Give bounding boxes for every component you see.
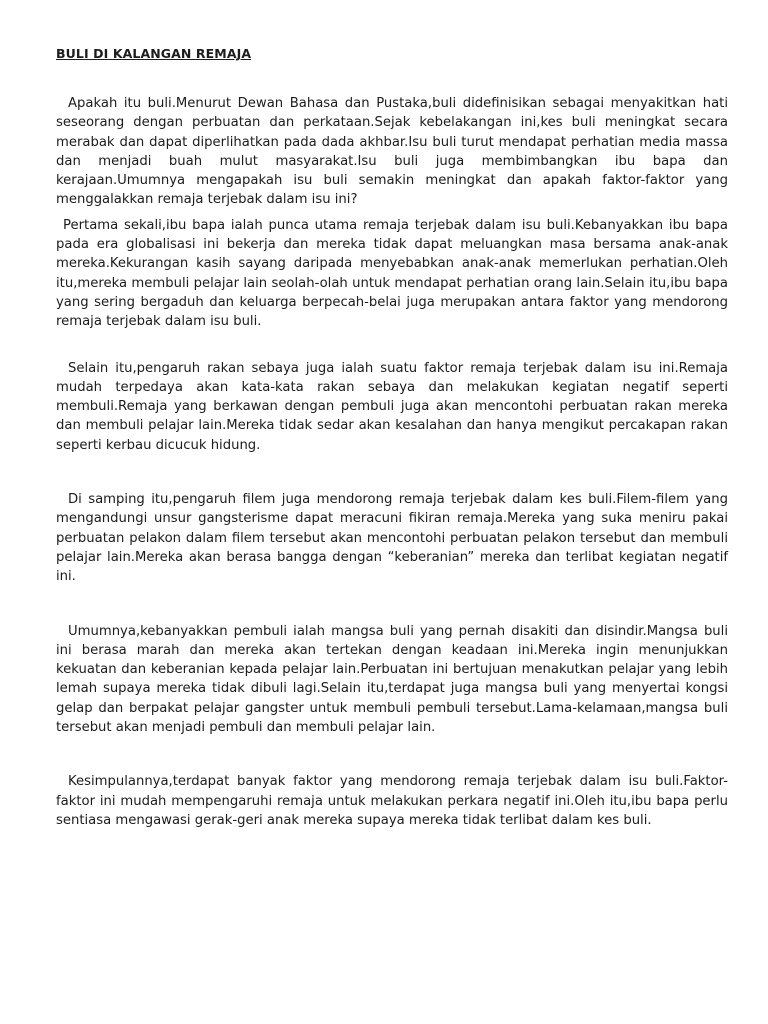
paragraph-conclusion: Kesimpulannya,terdapat banyak faktor yang mendorong remaja terjebak dalam isu buli.Faktor-faktor ini mudah mempengaruhi remaja untuk melakukan perkara negatif ini.Oleh itu,ibu bapa perlu sentiasa mengawasi gerak-geri anak mereka supaya mereka tidak terlibat dalam kes buli.	[56, 774, 728, 828]
document-title: BULI DI KALANGAN REMAJA	[56, 46, 252, 61]
paragraph-introduction: Apakah itu buli.Menurut Dewan Bahasa dan Pustaka,buli didefinisikan sebagai menyakitkan hati seseorang dengan perbuatan dan perkataan.Sejak kebelakangan ini,kes buli meningkat secara merabak dan dapat diperlihatkan pada dada akhbar.Isu buli turut mendapat perhatian media massa dan menjadi buah mulut masyarakat.Isu buli juga membimbangkan ibu bapa dan kerajaan.Umumnya mengapakah isu buli semakin meningkat dan apakah faktor-faktor yang menggalakkan remaja terjebak dalam isu ini?	[56, 96, 728, 208]
paragraph-victims: Umumnya,kebanyakkan pembuli ialah mangsa buli yang pernah disakiti dan disindir.Mangsa buli ini berasa marah dan mereka akan tertekan dengan keadaan ini.Mereka ingin menunjukkan kekuatan dan keberanian kepada pelajar lain.Perbuatan ini bertujuan menakutkan pelajar yang lebih lemah supaya mereka tidak dibuli lagi.Selain itu,terdapat juga mangsa buli yang menyertai kongsi gelap dan berpakat pelajar gangster untuk membuli pembuli tersebut.Lama-kelamaan,mangsa buli tersebut akan menjadi pembuli dan membuli pelajar lain.	[56, 623, 728, 736]
document-page	[56, 46, 728, 830]
paragraph-film-influence: Di samping itu,pengaruh filem juga mendorong remaja terjebak dalam kes buli.Filem-filem yang mengandungi unsur gangsterisme dapat meracuni fikiran remaja.Mereka yang suka meniru pakai perbuatan pelakon dalam filem tersebut akan mencontohi perbuatan pelakon tersebut dan membuli pelajar lain.Mereka akan berasa bangga dengan “keberanian” mereka dan terlibat kegiatan negatif ini.	[56, 492, 728, 585]
paragraph-parents: Pertama sekali,ibu bapa ialah punca utama remaja terjebak dalam isu buli.Kebanyakkan ibu bapa pada era globalisasi ini bekerja dan mereka tidak dapat meluangkan masa bersama anak-anak mereka.Kekurangan kasih sayang daripada menyebabkan anak-anak memerlukan perhatian.Oleh itu,mereka membuli pelajar lain seolah-olah untuk mendapat perhatian orang lain.Selain itu,ibu bapa yang sering bergaduh dan keluarga berpecah-belai juga merupakan antara faktor yang mendorong remaja terjebak dalam isu buli.	[56, 217, 728, 330]
paragraph-peer-influence: Selain itu,pengaruh rakan sebaya juga ialah suatu faktor remaja terjebak dalam isu ini.Remaja mudah terpedaya akan kata-kata rakan sebaya dan melakukan kegiatan negatif seperti membuli.Remaja yang berkawan dengan pembuli juga akan mencontohi perbuatan rakan mereka dan membuli pelajar lain.Mereka tidak sedar akan kesalahan dan hanya mengikut percakapan rakan seperti kerbau dicucuk hidung.	[56, 360, 728, 453]
